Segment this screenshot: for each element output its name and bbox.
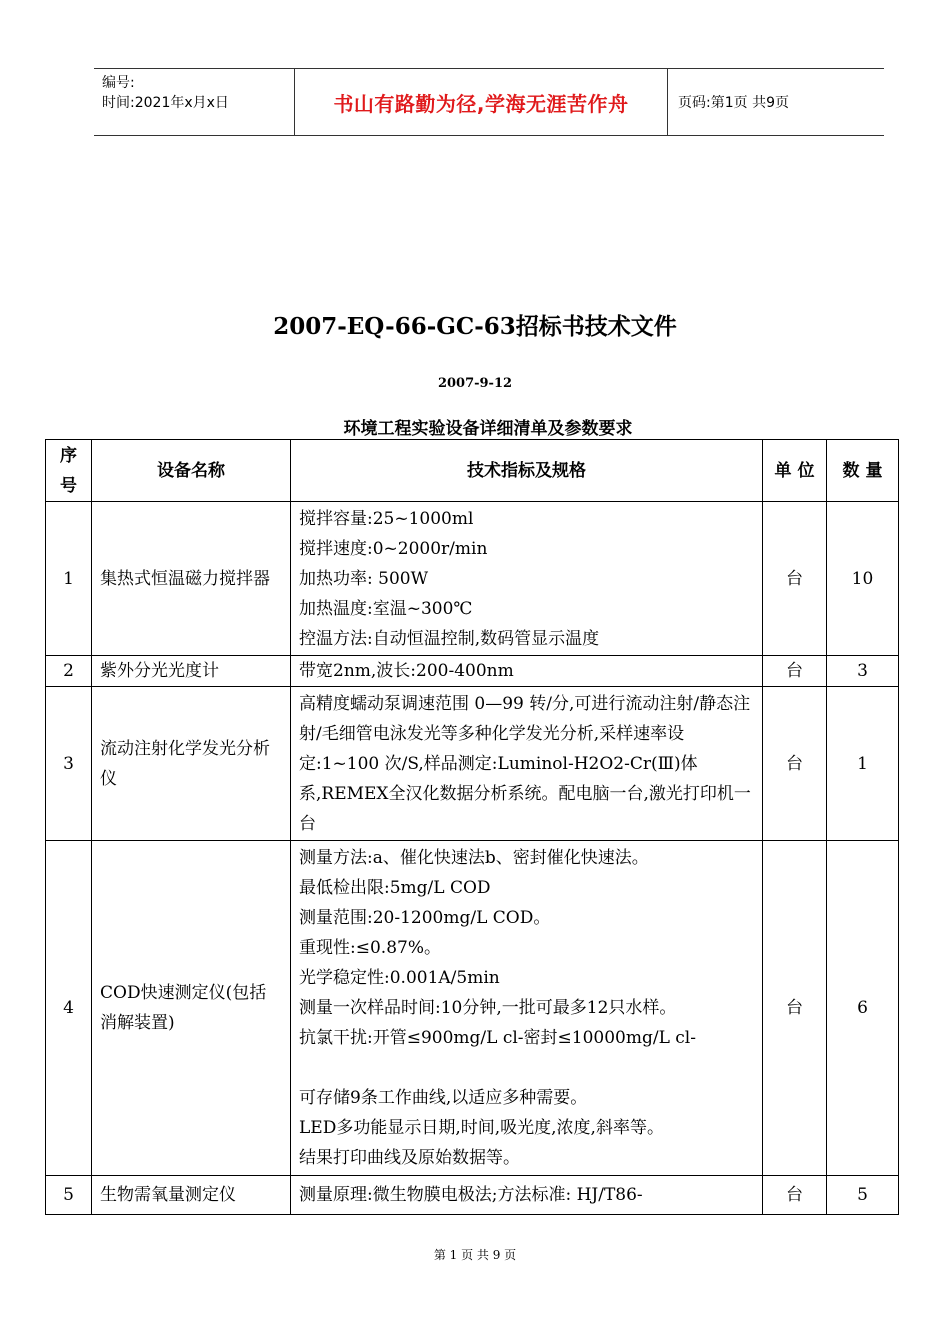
spec-line: 重现性:≤0.87%。 (299, 938, 441, 958)
column-header-no: 序号 (46, 440, 92, 502)
equipment-table (45, 439, 899, 1215)
table-title: 环境工程实验设备详细清单及参数要求 (343, 419, 633, 439)
spec-line: 控温方法:自动恒温控制,数码管显示温度 (299, 628, 600, 649)
spec-line: 可存储9条工作曲线,以适应多种需要。 (299, 1088, 588, 1108)
header-number-label: 编号: (102, 75, 135, 91)
spec-line: 测量原理:微生物膜电极法;方法标准: HJ/T86- (299, 1185, 643, 1205)
spec-paragraph: 高精度蠕动泵调速范围 0—99 转/分,可进行流动注射/静态注射/毛细管电泳发光等多种化学发光分析,采样速率设定:1~100 次/S,样品测定:Luminol-H2O2-Cr(Ⅲ)体系,REMEX全汉化数据分析系统。配电脑一台,激光打印机一台 (299, 693, 751, 834)
row-no: 4 (46, 841, 92, 1176)
spec-line: 测量方法:a、催化快速法b、密封催化快速法。 (299, 848, 649, 868)
header-time-label: 时间:2021年x月x日 (102, 95, 229, 111)
spec-line: 结果打印曲线及原始数据等。 (299, 1148, 520, 1168)
spec-line: 搅拌速度:0~2000r/min (299, 538, 488, 559)
spec-line: 最低检出限:5mg/L COD (299, 878, 491, 898)
header-motto: 书山有路勤为径,学海无涯苦作舟 (333, 91, 629, 116)
table-header-row (46, 440, 899, 502)
spec-line: 搅拌容量:25~1000ml (299, 508, 474, 529)
header-page-info: 页码:第1页 共9页 (678, 95, 789, 111)
row-qty: 1 (827, 687, 899, 841)
row-spec (291, 656, 763, 687)
row-no: 5 (46, 1176, 92, 1215)
column-header-spec: 技术指标及规格 (291, 440, 763, 502)
column-header-name: 设备名称 (92, 440, 291, 502)
row-no: 2 (46, 656, 92, 687)
page-footer: 第 1 页 共 9 页 (433, 1248, 517, 1262)
row-unit: 台 (763, 1176, 827, 1215)
header-divider (667, 69, 668, 135)
row-qty: 10 (827, 502, 899, 656)
spec-line: 测量一次样品时间:10分钟,一批可最多12只水样。 (299, 998, 677, 1018)
spec-line: 加热温度:室温~300℃ (299, 598, 473, 619)
document-title: 2007-EQ-66-GC-63招标书技术文件 (273, 313, 677, 340)
row-spec (291, 1176, 763, 1215)
spec-line: 带宽2nm,波长:200-400nm (299, 661, 514, 681)
row-unit: 台 (763, 841, 827, 1176)
row-no: 3 (46, 687, 92, 841)
row-name: 紫外分光光度计 (92, 656, 291, 687)
row-unit: 台 (763, 502, 827, 656)
table-row (46, 502, 899, 656)
row-unit: 台 (763, 656, 827, 687)
spec-blank-line (299, 1053, 754, 1083)
spec-line: 抗氯干扰:开管≤900mg/L cl-密封≤10000mg/L cl- (299, 1028, 696, 1048)
row-qty: 5 (827, 1176, 899, 1215)
column-header-unit: 单 位 (763, 440, 827, 502)
spec-line: 测量范围:20-1200mg/L COD。 (299, 908, 551, 928)
table-row (46, 656, 899, 687)
row-qty: 3 (827, 656, 899, 687)
row-name: 集热式恒温磁力搅拌器 (92, 502, 291, 656)
table-row (46, 687, 899, 841)
spec-line: LED多功能显示日期,时间,吸光度,浓度,斜率等。 (299, 1118, 664, 1138)
row-spec (291, 687, 763, 841)
table-row (46, 841, 899, 1176)
row-name: COD快速测定仪(包括消解装置) (92, 841, 291, 1176)
row-no: 1 (46, 502, 92, 656)
page-header (94, 68, 884, 136)
table-row (46, 1176, 899, 1215)
spec-line: 加热功率: 500W (299, 568, 429, 589)
header-meta (102, 73, 292, 113)
row-qty: 6 (827, 841, 899, 1176)
row-unit: 台 (763, 687, 827, 841)
row-name: 生物需氧量测定仪 (92, 1176, 291, 1215)
spec-line: 光学稳定性:0.001A/5min (299, 968, 500, 988)
row-spec (291, 502, 763, 656)
row-spec (291, 841, 763, 1176)
column-header-qty: 数 量 (827, 440, 899, 502)
document-date: 2007-9-12 (437, 376, 513, 391)
row-name: 流动注射化学发光分析仪 (92, 687, 291, 841)
